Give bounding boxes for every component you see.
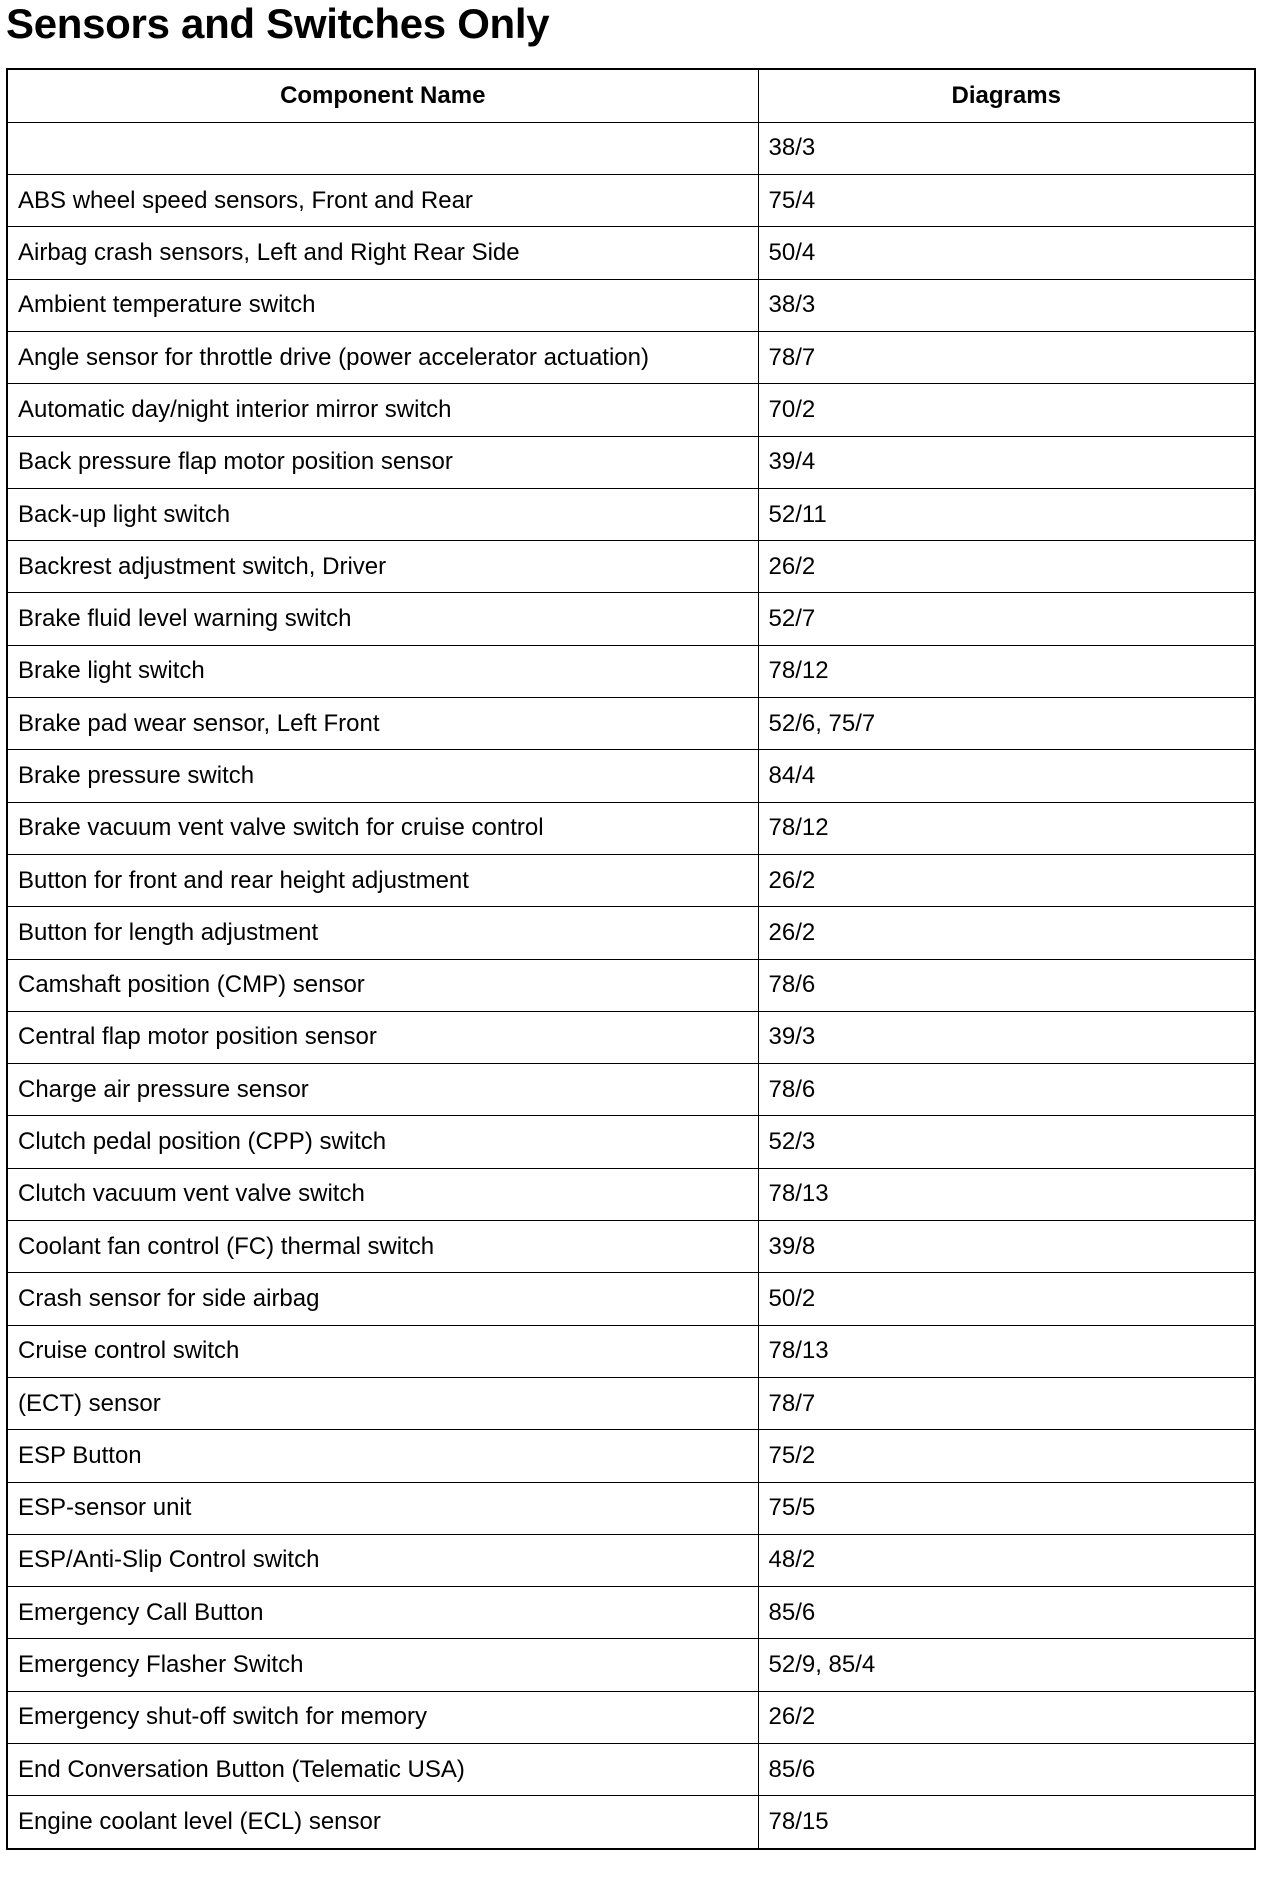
table-row [8, 802, 1254, 854]
column-header-diagrams: Diagrams [758, 70, 1254, 122]
diagrams-cell: 70/2 [758, 384, 1254, 436]
component-name-cell: Airbag crash sensors, Left and Right Rear Side [8, 227, 758, 279]
table-row [8, 1639, 1254, 1691]
components-table-frame [6, 68, 1256, 1850]
diagrams-cell: 75/4 [758, 175, 1254, 227]
table-row [8, 593, 1254, 645]
component-name-cell: Brake light switch [8, 645, 758, 697]
diagrams-cell: 26/2 [758, 541, 1254, 593]
table-row [8, 1430, 1254, 1482]
table-row [8, 541, 1254, 593]
table-row [8, 1116, 1254, 1168]
diagrams-cell: 85/6 [758, 1744, 1254, 1796]
table-row [8, 959, 1254, 1011]
table-row [8, 1377, 1254, 1429]
diagrams-cell: 38/3 [758, 122, 1254, 174]
component-name-cell: End Conversation Button (Telematic USA) [8, 1744, 758, 1796]
diagrams-cell: 52/11 [758, 488, 1254, 540]
table-row [8, 488, 1254, 540]
table-row [8, 1744, 1254, 1796]
component-name-cell: Charge air pressure sensor [8, 1064, 758, 1116]
diagrams-cell: 78/13 [758, 1325, 1254, 1377]
page-title: Sensors and Switches Only [6, 0, 550, 47]
component-name-cell: Emergency Call Button [8, 1587, 758, 1639]
table-row [8, 1325, 1254, 1377]
component-name-cell: Button for length adjustment [8, 907, 758, 959]
diagrams-cell: 38/3 [758, 279, 1254, 331]
component-name-cell: Ambient temperature switch [8, 279, 758, 331]
diagrams-cell: 26/2 [758, 854, 1254, 906]
table-row [8, 1168, 1254, 1220]
component-name-cell: Emergency shut-off switch for memory [8, 1691, 758, 1743]
table-body [8, 122, 1254, 1848]
table-row [8, 1064, 1254, 1116]
diagrams-cell: 52/6, 75/7 [758, 698, 1254, 750]
diagrams-cell: 78/12 [758, 645, 1254, 697]
diagrams-cell: 48/2 [758, 1534, 1254, 1586]
diagrams-cell: 26/2 [758, 1691, 1254, 1743]
component-name-cell: Central flap motor position sensor [8, 1011, 758, 1063]
component-name-cell: ESP-sensor unit [8, 1482, 758, 1534]
diagrams-cell: 78/7 [758, 331, 1254, 383]
component-name-cell: Backrest adjustment switch, Driver [8, 541, 758, 593]
component-name-cell: ESP Button [8, 1430, 758, 1482]
diagrams-cell: 52/9, 85/4 [758, 1639, 1254, 1691]
component-name-cell [8, 122, 758, 174]
table-row [8, 1796, 1254, 1848]
diagrams-cell: 84/4 [758, 750, 1254, 802]
diagrams-cell: 78/7 [758, 1377, 1254, 1429]
table-row [8, 854, 1254, 906]
diagrams-cell: 78/15 [758, 1796, 1254, 1848]
component-name-cell: Angle sensor for throttle drive (power accelerator actuation) [8, 331, 758, 383]
table-row [8, 175, 1254, 227]
component-name-cell: Automatic day/night interior mirror switch [8, 384, 758, 436]
component-name-cell: ABS wheel speed sensors, Front and Rear [8, 175, 758, 227]
component-name-cell: ESP/Anti-Slip Control switch [8, 1534, 758, 1586]
table-row [8, 1011, 1254, 1063]
diagrams-cell: 78/13 [758, 1168, 1254, 1220]
table-row [8, 750, 1254, 802]
table-row [8, 1534, 1254, 1586]
table-row [8, 1587, 1254, 1639]
diagrams-cell: 52/3 [758, 1116, 1254, 1168]
table-row [8, 1273, 1254, 1325]
table-row [8, 698, 1254, 750]
column-header-component-name: Component Name [8, 70, 758, 122]
diagrams-cell: 50/4 [758, 227, 1254, 279]
diagrams-cell: 78/6 [758, 959, 1254, 1011]
components-table [8, 70, 1254, 1848]
diagrams-cell: 52/7 [758, 593, 1254, 645]
component-name-cell: Back pressure flap motor position sensor [8, 436, 758, 488]
table-row [8, 279, 1254, 331]
diagrams-cell: 75/2 [758, 1430, 1254, 1482]
component-name-cell: Crash sensor for side airbag [8, 1273, 758, 1325]
component-name-cell: Clutch pedal position (CPP) switch [8, 1116, 758, 1168]
component-name-cell: (ECT) sensor [8, 1377, 758, 1429]
table-row [8, 1691, 1254, 1743]
component-name-cell: Emergency Flasher Switch [8, 1639, 758, 1691]
component-name-cell: Cruise control switch [8, 1325, 758, 1377]
table-row [8, 331, 1254, 383]
table-header-row [8, 70, 1254, 122]
component-name-cell: Back-up light switch [8, 488, 758, 540]
diagrams-cell: 85/6 [758, 1587, 1254, 1639]
component-name-cell: Engine coolant level (ECL) sensor [8, 1796, 758, 1848]
diagrams-cell: 39/4 [758, 436, 1254, 488]
component-name-cell: Brake pressure switch [8, 750, 758, 802]
component-name-cell: Brake fluid level warning switch [8, 593, 758, 645]
component-name-cell: Brake vacuum vent valve switch for cruise control [8, 802, 758, 854]
component-name-cell: Brake pad wear sensor, Left Front [8, 698, 758, 750]
component-name-cell: Coolant fan control (FC) thermal switch [8, 1221, 758, 1273]
table-row [8, 645, 1254, 697]
diagrams-cell: 75/5 [758, 1482, 1254, 1534]
diagrams-cell: 50/2 [758, 1273, 1254, 1325]
table-row [8, 907, 1254, 959]
table-row [8, 384, 1254, 436]
diagrams-cell: 39/8 [758, 1221, 1254, 1273]
table-row [8, 1482, 1254, 1534]
component-name-cell: Clutch vacuum vent valve switch [8, 1168, 758, 1220]
diagrams-cell: 39/3 [758, 1011, 1254, 1063]
diagrams-cell: 26/2 [758, 907, 1254, 959]
diagrams-cell: 78/12 [758, 802, 1254, 854]
table-row [8, 1221, 1254, 1273]
component-name-cell: Camshaft position (CMP) sensor [8, 959, 758, 1011]
diagrams-cell: 78/6 [758, 1064, 1254, 1116]
component-name-cell: Button for front and rear height adjustment [8, 854, 758, 906]
table-row [8, 227, 1254, 279]
table-row [8, 122, 1254, 174]
table-row [8, 436, 1254, 488]
